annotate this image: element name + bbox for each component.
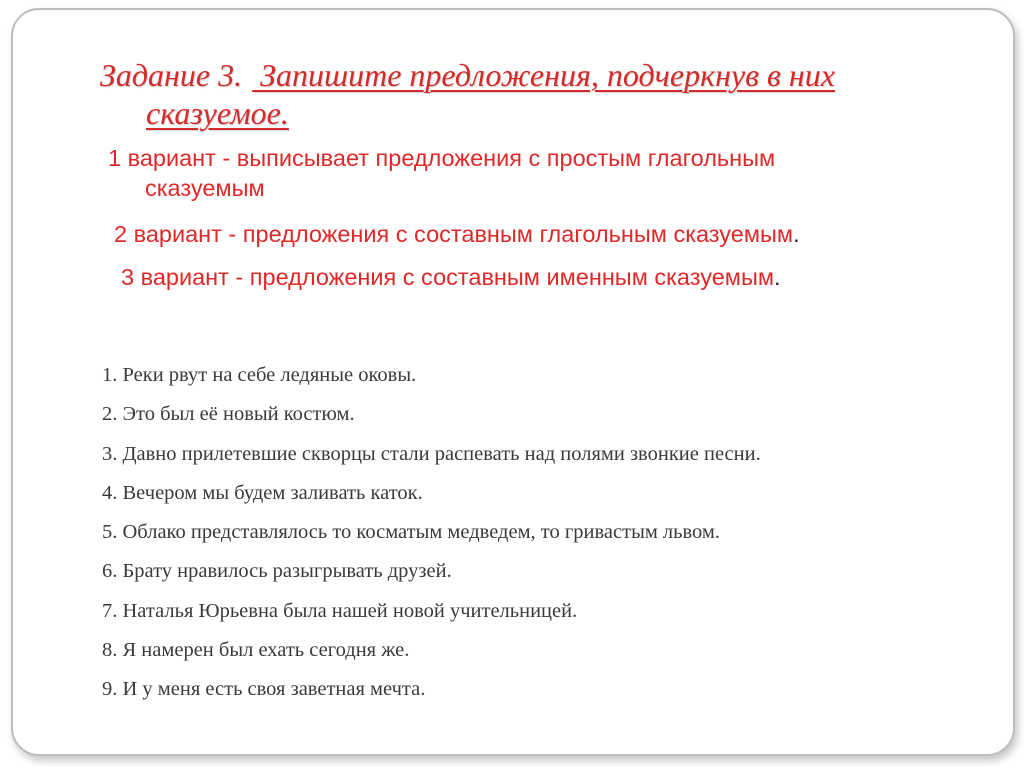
variant-3-period: . <box>774 264 781 290</box>
sentence-item: 4. Вечером мы будем заливать каток. <box>102 481 423 504</box>
sentence-item: 6. Брату нравилось разыгрывать друзей. <box>102 560 452 583</box>
sentence-item: 1. Реки рвут на себе ледяные оковы. <box>102 364 417 386</box>
sentence-item: 8. Я намерен был ехать сегодня же. <box>102 639 410 662</box>
sentence-item: 3. Давно прилетевшие скворцы стали распевать над полями звонкие песни. <box>102 442 761 465</box>
variant-2 <box>114 219 800 249</box>
task-instruction-line2: сказуемое. <box>146 95 289 131</box>
variant-2-period: . <box>793 221 800 247</box>
variant-3 <box>121 262 781 292</box>
variant-1-line1: 1 вариант - выписывает предложения с простым глагольным <box>108 145 776 171</box>
task-title <box>100 56 920 132</box>
variant-2-text: 2 вариант - предложения с составным глагольным сказуемым <box>114 221 794 247</box>
sentence-item: 2. Это был её новый костюм. <box>102 403 355 426</box>
variant-3-text: 3 вариант - предложения с составным именным сказуемым <box>121 264 774 290</box>
sentence-item: 5. Облако представлялось то косматым медведем, то гривастым львом. <box>102 521 721 544</box>
variant-1-line2: сказуемым <box>145 175 265 201</box>
sentence-list <box>102 360 761 714</box>
task-label: Задание 3. <box>100 57 243 93</box>
sentence-item: 9. И у меня есть своя заветная мечта. <box>102 678 426 701</box>
task-instruction-line1: Запишите предложения, подчеркнув в них <box>252 57 835 93</box>
sentence-item: 7. Наталья Юрьевна была нашей новой учительницей. <box>102 599 578 622</box>
